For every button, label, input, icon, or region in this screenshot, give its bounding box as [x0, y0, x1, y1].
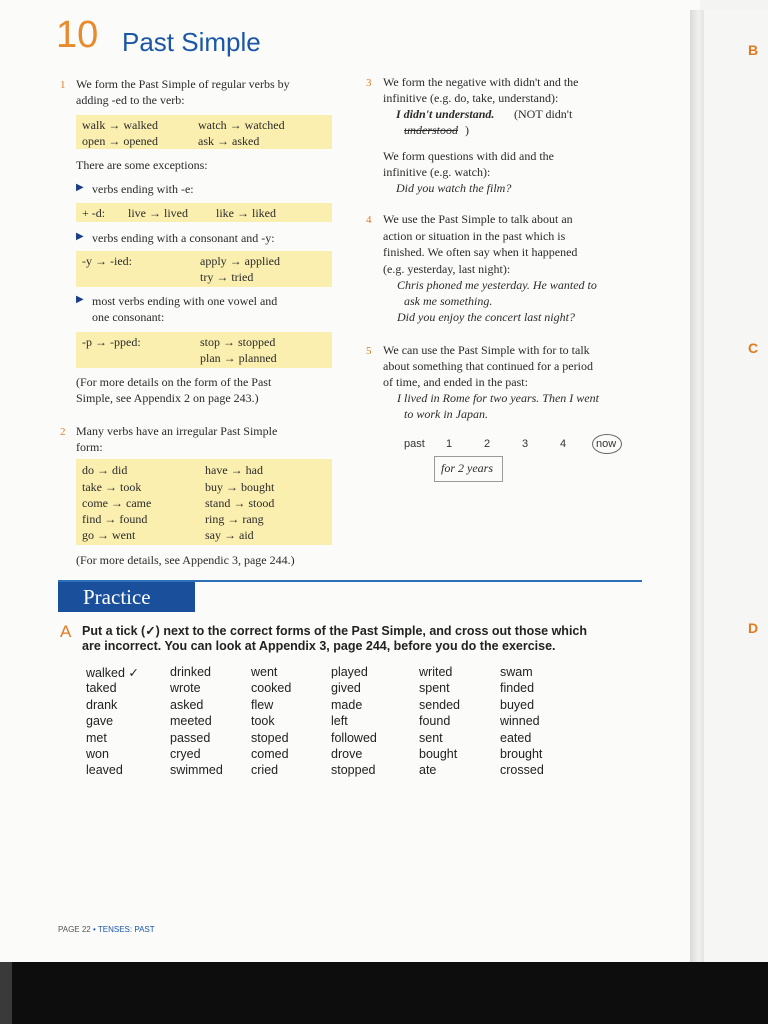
verb-form-item[interactable]: met: [86, 730, 107, 745]
verb-form-item[interactable]: winned: [500, 714, 540, 729]
unit-title: Past Simple: [122, 27, 261, 57]
timeline-1: 1: [446, 438, 453, 450]
verb-pair: have → had: [205, 463, 263, 477]
unit-number: 10: [56, 14, 99, 56]
verb-form-item[interactable]: went: [251, 665, 278, 679]
verb-form-item[interactable]: played: [331, 665, 368, 679]
section-5-number: 5: [366, 345, 372, 357]
section-4-number: 4: [366, 214, 372, 226]
verb-form-item[interactable]: found: [419, 714, 451, 729]
verb-form-item[interactable]: made: [331, 697, 363, 712]
verb-pair: come → came: [82, 496, 152, 510]
s4-line4: (e.g. yesterday, last night):: [383, 262, 511, 276]
exercise-letter: A: [60, 622, 72, 641]
verb-pair: say → aid: [205, 528, 254, 542]
verb-pair: find → found: [82, 512, 148, 526]
verb-form-item[interactable]: followed: [331, 730, 377, 745]
verb-form-item[interactable]: cried: [251, 763, 279, 778]
verb-form-item[interactable]: walked ✓: [86, 666, 139, 680]
timeline-now: now: [596, 438, 617, 450]
verb-form-item[interactable]: passed: [170, 730, 211, 745]
verb-pair: buy → bought: [205, 480, 275, 494]
s5-example-line2: to work in Japan.: [404, 407, 488, 421]
bullet-icon: ▶: [76, 182, 84, 193]
page-footer: [58, 925, 155, 934]
verb-pair: go → went: [82, 528, 136, 542]
section-1-number: 1: [60, 79, 66, 91]
verb-form-item[interactable]: drove: [331, 747, 363, 761]
s5-line1: We can use the Past Simple with for to talk: [383, 343, 590, 357]
s3-not-note: (NOT didn't: [514, 107, 573, 121]
verb-form-item[interactable]: ate: [419, 763, 437, 778]
footer-page: PAGE 22: [58, 925, 91, 934]
s4-line3: finished. We often say when it happened: [383, 245, 578, 259]
page-gutter: [690, 10, 704, 965]
verb-form-item[interactable]: swam: [500, 665, 533, 679]
s5-line3: of time, and ended in the past:: [383, 375, 528, 389]
verb-form-item[interactable]: bought: [419, 747, 458, 761]
s4-example-line3: Did you enjoy the concert last night?: [397, 310, 575, 324]
verb-form-item[interactable]: swimmed: [170, 763, 223, 778]
footer-sep: •: [90, 925, 98, 934]
instruction-line2: are incorrect. You can look at Appendix 3, page 244, before you do the exercise.: [82, 639, 556, 653]
verb-form-item[interactable]: spent: [419, 681, 450, 696]
timeline-2: 2: [484, 438, 491, 450]
verb-pair: ring → rang: [205, 512, 264, 526]
timeline-past: past: [404, 438, 425, 450]
verb-form-item[interactable]: eated: [500, 730, 532, 745]
verb-form-item[interactable]: cooked: [251, 681, 292, 696]
verb-form-item[interactable]: drinked: [170, 665, 211, 679]
s2-more: (For more details, see Appendic 3, page 244.): [76, 553, 295, 567]
verb-pair: live → lived: [128, 206, 188, 220]
verb-form-item[interactable]: buyed: [500, 697, 535, 712]
rule: -p → -pped:: [82, 335, 141, 349]
s3-question-line1: We form questions with did and the: [383, 149, 555, 163]
verb-form-item[interactable]: flew: [251, 697, 274, 712]
verb-form-item[interactable]: crossed: [500, 763, 544, 778]
verb-pair: stand → stood: [205, 496, 275, 510]
verb-form-item[interactable]: gave: [86, 714, 114, 729]
rule: -y → -ied:: [82, 254, 132, 268]
s1-intro-line1: We form the Past Simple of regular verbs by: [76, 77, 290, 91]
timeline-3: 3: [522, 438, 529, 450]
verb-pair: take → took: [82, 480, 142, 494]
verb-form-item[interactable]: won: [86, 747, 109, 761]
s2-line2: form:: [76, 440, 103, 454]
s4-example-line2: ask me something.: [404, 294, 493, 308]
exception-e-box: [76, 203, 332, 222]
bullet-icon: ▶: [76, 294, 84, 305]
s3-wrong-form: understood: [404, 123, 458, 137]
s3-question-line2: infinitive (e.g. watch):: [383, 165, 491, 179]
s3-question-example: Did you watch the film?: [396, 181, 512, 195]
verb-pair: like → liked: [216, 206, 276, 220]
verb-form-item[interactable]: drank: [86, 697, 118, 712]
verb-pair: try → tried: [200, 270, 254, 284]
exceptions-label: There are some exceptions:: [76, 158, 208, 172]
s3-line2: infinitive (e.g. do, take, understand):: [383, 91, 559, 105]
s1-intro-line2: adding -ed to the verb:: [76, 93, 185, 107]
s4-line1: We use the Past Simple to talk about an: [383, 212, 573, 226]
verb-form-item[interactable]: meeted: [170, 714, 212, 729]
verb-form-item[interactable]: finded: [500, 681, 535, 696]
verb-form-item[interactable]: asked: [170, 697, 204, 712]
section-3-number: 3: [366, 77, 372, 89]
verb-form-item[interactable]: wrote: [170, 681, 201, 696]
s2-line1: Many verbs have an irregular Past Simple: [76, 424, 278, 438]
exception-e: verbs ending with -e:: [92, 182, 194, 196]
facing-page: [704, 10, 768, 965]
timeline-4: 4: [560, 438, 567, 450]
verb-pair: plan → planned: [200, 351, 277, 365]
verb-form-item[interactable]: gived: [331, 681, 361, 696]
duration-label: for 2 years: [441, 461, 493, 475]
verb-form-item[interactable]: sent: [419, 730, 443, 745]
s4-example-line1: Chris phoned me yesterday. He wanted to: [397, 278, 597, 292]
rule: + -d:: [82, 206, 106, 220]
verb-form-item[interactable]: sended: [419, 697, 461, 712]
verb-form-item[interactable]: taked: [86, 681, 117, 696]
verb-pair: ask → asked: [198, 134, 260, 148]
verb-form-item[interactable]: brought: [500, 747, 543, 761]
verb-form-item[interactable]: writed: [419, 665, 453, 679]
s5-line2: about something that continued for a period: [383, 359, 593, 373]
s4-line2: action or situation in the past which is: [383, 229, 566, 243]
instruction-line1: Put a tick (✓) next to the correct forms of the Past Simple, and cross out those which: [82, 624, 588, 638]
section-2-number: 2: [60, 426, 66, 438]
verb-form-item[interactable]: stopped: [331, 763, 376, 778]
s1-more-line1: (For more details on the form of the Past: [76, 375, 272, 389]
s3-line1: We form the negative with didn't and the: [383, 75, 579, 89]
verb-form-item[interactable]: stoped: [251, 730, 289, 745]
practice-heading: Practice: [58, 582, 195, 612]
verb-pair: walk → walked: [82, 118, 158, 132]
verb-pair: stop → stopped: [200, 335, 276, 349]
right-tab-c: C: [748, 340, 759, 356]
s3-example: I didn't understand.: [396, 107, 495, 121]
right-tab-b: B: [748, 42, 759, 58]
verb-pair: open → opened: [82, 134, 158, 148]
s5-example-line1: I lived in Rome for two years. Then I went: [397, 391, 599, 405]
footer-section: TENSES: PAST: [97, 925, 155, 934]
verb-pair: do → did: [82, 463, 128, 477]
verb-pair: apply → applied: [200, 254, 280, 268]
verb-form-item[interactable]: left: [331, 714, 348, 729]
verb-pair: watch → watched: [198, 118, 285, 132]
right-tab-d: D: [748, 620, 759, 636]
exception-vowel-line2: one consonant:: [92, 310, 165, 324]
exception-vowel-line1: most verbs ending with one vowel and: [92, 294, 278, 308]
scan-shadow: [0, 962, 768, 1024]
verb-form-item[interactable]: took: [251, 714, 275, 729]
verb-form-item[interactable]: comed: [251, 747, 289, 761]
s3-close-paren: ): [465, 123, 469, 137]
exception-y: verbs ending with a consonant and -y:: [92, 231, 275, 245]
s1-more-line2: Simple, see Appendix 2 on page 243.): [76, 391, 259, 405]
verb-form-item[interactable]: leaved: [86, 763, 123, 778]
bullet-icon: ▶: [76, 231, 84, 242]
verb-form-item[interactable]: cryed: [170, 747, 201, 761]
